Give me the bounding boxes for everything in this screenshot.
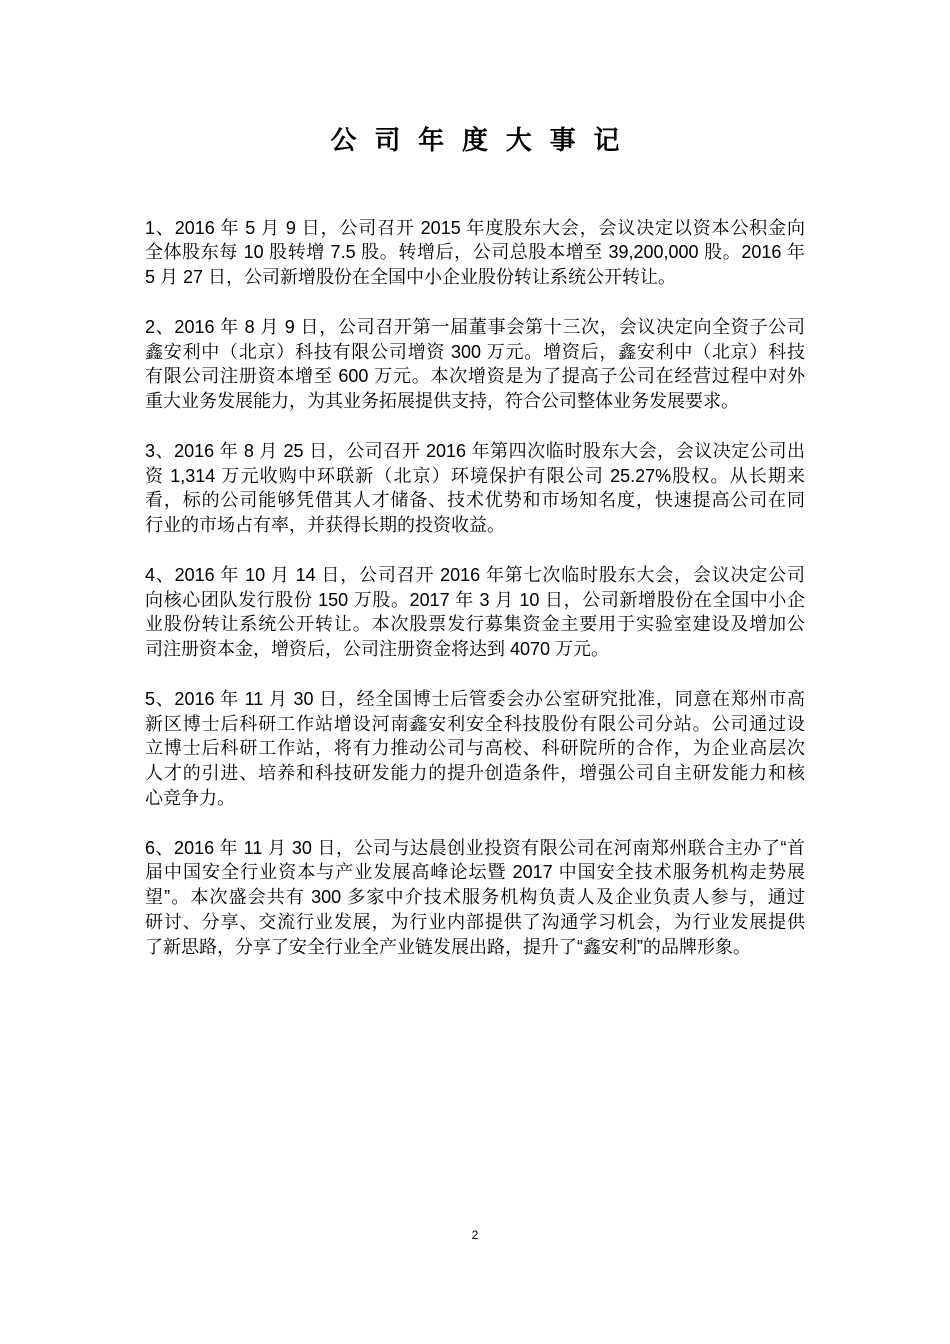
paragraph-line: 行业的市场占有率，并获得长期的投资收益。 — [145, 515, 505, 536]
paragraph-line: 4、2016 年 10 月 14 日，公司召开 2016 年第七次临时股东大会，会议决定公司 — [145, 564, 805, 585]
paragraph-line: 5 月 27 日，公司新增股份在全国中小企业股份转让系统公开转让。 — [145, 267, 677, 288]
paragraph-line: 全体股东每 10 股转增 7.5 股。转增后，公司总股本增至 39,200,000 股。2016 年 — [145, 242, 805, 263]
paragraph-line: 望”。本次盛会共有 300 多家中介技术服务机构负责人及企业负责人参与，通过 — [145, 887, 805, 908]
paragraph-line: 业股份转让系统公开转让。本次股票发行募集资金主要用于实验室建设及增加公 — [145, 614, 805, 635]
paragraph-line: 看，标的公司能够凭借其人才储备、技术优势和市场知名度，快速提高公司在同 — [145, 490, 805, 511]
paragraph-1 — [145, 216, 805, 290]
paragraph-line: 了新思路，分享了安全行业全产业链发展出路，提升了“鑫安利”的品牌形象。 — [145, 936, 751, 957]
paragraph-line: 资 1,314 万元收购中环联新（北京）环境保护有限公司 25.27%股权。从长期来 — [145, 465, 805, 486]
paragraph-line: 6、2016 年 11 月 30 日，公司与达晨创业投资有限公司在河南郑州联合主办了“首 — [145, 837, 805, 858]
paragraph-line: 1、2016 年 5 月 9 日，公司召开 2015 年度股东大会，会议决定以资本公积金向 — [145, 217, 805, 238]
paragraph-6 — [145, 836, 805, 960]
paragraph-line: 心竞争力。 — [145, 787, 235, 808]
paragraph-line: 新区博士后科研工作站增设河南鑫安利安全科技股份有限公司分站。公司通过设 — [145, 713, 805, 734]
paragraph-2 — [145, 315, 805, 414]
paragraph-line: 3、2016 年 8 月 25 日，公司召开 2016 年第四次临时股东大会，会议决定公司出 — [145, 440, 805, 461]
paragraph-line: 立博士后科研工作站，将有力推动公司与高校、科研院所的合作，为企业高层次 — [145, 738, 805, 759]
paragraph-line: 2、2016 年 8 月 9 日，公司召开第一届董事会第十三次，会议决定向全资子公司 — [145, 316, 805, 337]
paragraph-line: 向核心团队发行股份 150 万股。2017 年 3 月 10 日，公司新增股份在全国中小企 — [145, 589, 805, 610]
document-body — [145, 216, 805, 985]
paragraph-4 — [145, 563, 805, 662]
document-title: 公 司 年 度 大 事 记 — [330, 125, 625, 155]
paragraph-line: 5、2016 年 11 月 30 日，经全国博士后管委会办公室研究批准，同意在郑州市高 — [145, 688, 805, 709]
paragraph-line: 鑫安利中（北京）科技有限公司增资 300 万元。增资后，鑫安利中（北京）科技 — [145, 341, 805, 362]
page-number: 2 — [471, 1228, 479, 1242]
paragraph-line: 重大业务发展能力，为其业务拓展提供支持，符合公司整体业务发展要求。 — [145, 391, 739, 412]
paragraph-line: 研讨、分享、交流行业发展，为行业内部提供了沟通学习机会，为行业发展提供 — [145, 911, 805, 932]
paragraph-3 — [145, 439, 805, 538]
paragraph-5 — [145, 687, 805, 811]
paragraph-line: 人才的引进、培养和科技研发能力的提升创造条件，增强公司自主研发能力和核 — [145, 763, 805, 784]
paragraph-line: 司注册资本金，增资后，公司注册资金将达到 4070 万元。 — [145, 639, 610, 660]
paragraph-line: 有限公司注册资本增至 600 万元。本次增资是为了提高子公司在经营过程中对外 — [145, 366, 805, 387]
paragraph-line: 届中国安全行业资本与产业发展高峰论坛暨 2017 中国安全技术服务机构走势展 — [145, 862, 805, 883]
